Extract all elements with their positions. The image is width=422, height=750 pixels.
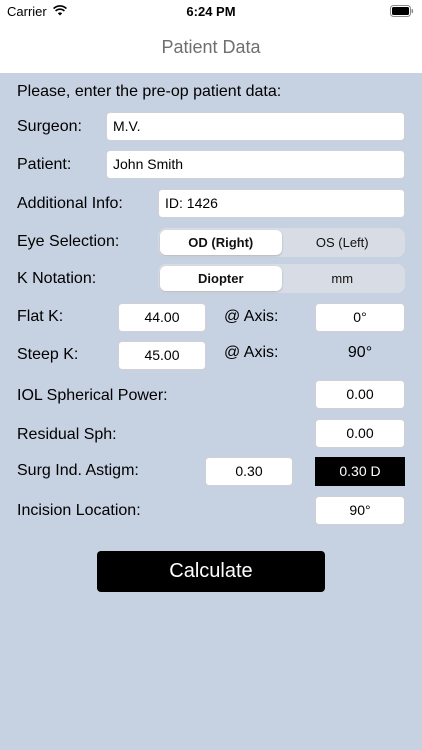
residual-sph-label: Residual Sph: xyxy=(17,426,117,443)
patient-label: Patient: xyxy=(17,156,72,173)
calculate-button[interactable]: Calculate xyxy=(97,551,325,592)
status-bar xyxy=(0,0,422,24)
iol-power-input[interactable]: 0.00 xyxy=(315,380,405,409)
additional-info-input[interactable]: ID: 1426 xyxy=(158,189,405,218)
sia-label: Surg Ind. Astigm: xyxy=(17,462,139,479)
sia-result-display: 0.30 D xyxy=(315,457,405,486)
carrier-label: Carrier xyxy=(7,4,47,19)
patient-input[interactable]: John Smith xyxy=(106,150,405,179)
residual-sph-input[interactable]: 0.00 xyxy=(315,419,405,448)
eye-selection-control xyxy=(158,228,405,257)
navigation-bar xyxy=(0,24,422,73)
flat-k-axis-label: @ Axis: xyxy=(224,308,279,325)
incision-location-input[interactable]: 90° xyxy=(315,496,405,525)
surgeon-input[interactable]: M.V. xyxy=(106,112,405,141)
steep-k-input[interactable]: 45.00 xyxy=(118,341,206,370)
battery-icon xyxy=(390,5,414,17)
intro-text: Please, enter the pre-op patient data: xyxy=(17,83,282,100)
page-title: Patient Data xyxy=(161,37,261,57)
flat-k-axis-input[interactable]: 0° xyxy=(315,303,405,332)
additional-info-label: Additional Info: xyxy=(17,195,123,212)
segment-diopter[interactable]: Diopter xyxy=(160,266,282,291)
steep-k-label: Steep K: xyxy=(17,346,79,363)
k-notation-control xyxy=(158,264,405,293)
segment-os-left[interactable]: OS (Left) xyxy=(315,235,369,250)
flat-k-label: Flat K: xyxy=(17,308,64,325)
steep-k-axis-value: 90° xyxy=(347,344,373,361)
iol-power-label: IOL Spherical Power: xyxy=(17,387,168,404)
eye-selection-label: Eye Selection: xyxy=(17,233,120,250)
incision-location-label: Incision Location: xyxy=(17,502,141,519)
segment-od-right[interactable]: OD (Right) xyxy=(160,230,282,255)
surgeon-label: Surgeon: xyxy=(17,118,82,135)
status-time: 6:24 PM xyxy=(186,4,236,19)
k-notation-label: K Notation: xyxy=(17,270,97,287)
flat-k-input[interactable]: 44.00 xyxy=(118,303,206,332)
segment-mm[interactable]: mm xyxy=(331,271,354,286)
steep-k-axis-label: @ Axis: xyxy=(224,344,279,361)
sia-input[interactable]: 0.30 xyxy=(205,457,293,486)
